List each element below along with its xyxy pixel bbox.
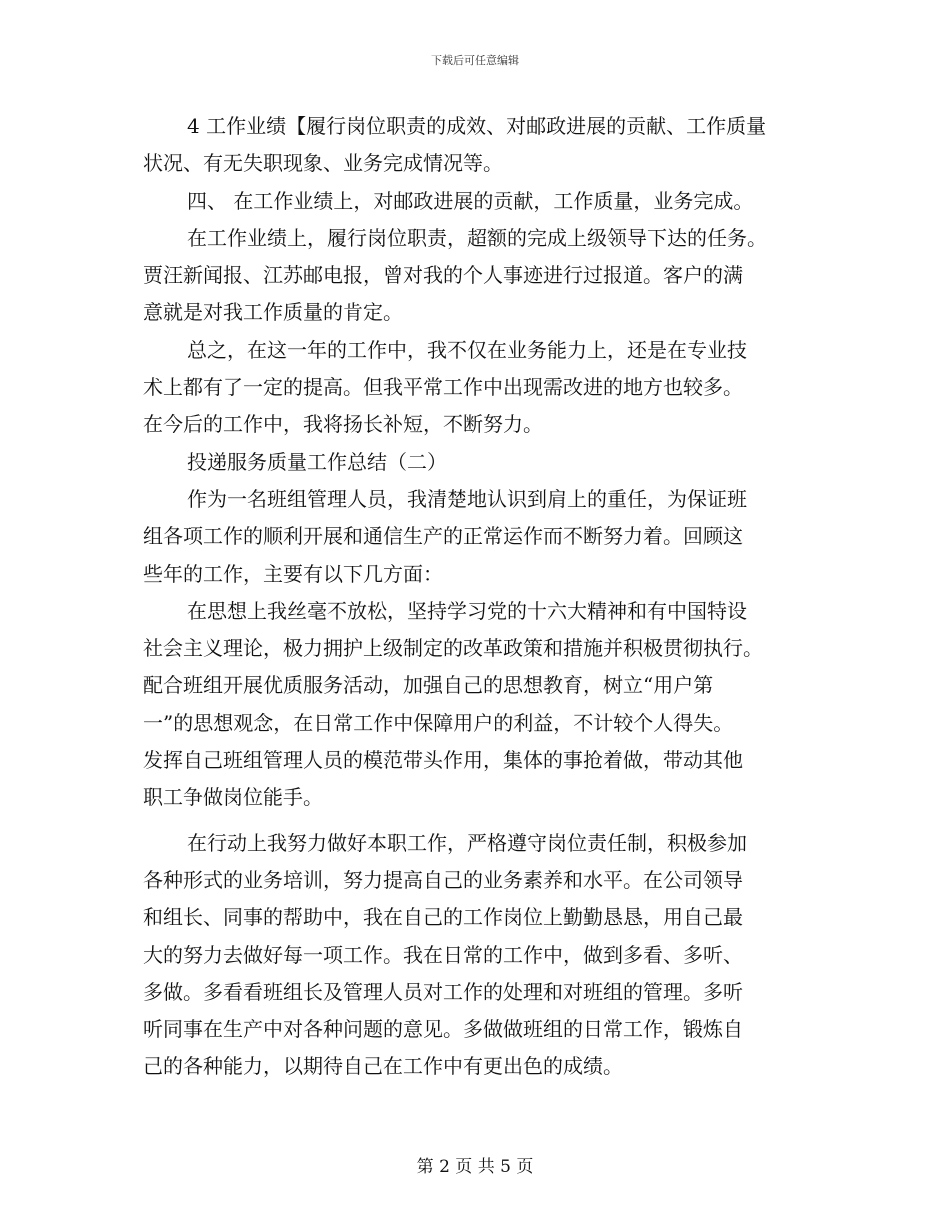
text-line: 组各项工作的顺利开展和通信生产的正常运作而不断努力着。回顾这 [143,524,743,549]
text-line: 发挥自己班组管理人员的模范带头作用，集体的事抢着做，带动其他 [143,748,743,773]
text-line: 些年的工作，主要有以下几方面： [143,561,443,586]
text-line: 职工争做岗位能手。 [143,785,323,810]
page-header: 下载后可任意编辑 [431,54,519,67]
text-line: 贾汪新闻报、江苏邮电报，曾对我的个人事迹进行过报道。客户的满 [143,263,743,288]
text-line: 社会主义理论，极力拥护上级制定的改革政策和措施并积极贯彻执行。 [143,636,763,661]
paragraph-gap [143,817,813,825]
text-line: 在行动上我努力做好本职工作，严格遵守岗位责任制，积极参加 [187,830,747,855]
text-line: 配合班组开展优质服务活动，加强自己的思想教育，树立“用户第 [143,673,714,698]
text-line: 状况、有无失职现象、业务完成情况等。 [143,151,503,176]
page-footer: 第 2 页 共 5 页 [416,1157,534,1177]
text-line: 听同事在生产中对各种问题的意见。多做做班组的日常工作，锻炼自 [143,1017,743,1042]
text-line: 一”的思想观念，在日常工作中保障用户的利益，不计较个人得失。 [143,710,734,735]
text-line: 总之，在这一年的工作中，我不仅在业务能力上，还是在专业技 [187,337,747,362]
text-line: 意就是对我工作质量的肯定。 [143,300,403,325]
text-line: 多做。多看看班组长及管理人员对工作的处理和对班组的管理。多听 [143,979,743,1004]
section-title: 投递服务质量工作总结（二） [187,449,447,474]
text-line: 大的努力去做好每一项工作。我在日常的工作中，做到多看、多听、 [143,942,743,967]
text-line: 和组长、同事的帮助中，我在自己的工作岗位上勤勤恳恳，用自己最 [143,905,743,930]
text-line: 作为一名班组管理人员，我清楚地认识到肩上的重任，为保证班 [187,486,747,511]
text-line: 在工作业绩上，履行岗位职责，超额的完成上级领导下达的任务。 [187,225,767,250]
text-line: 四、 在工作业绩上，对邮政进展的贡献，工作质量，业务完成。 [187,188,754,213]
text-line: 己的各种能力，以期待自己在工作中有更出色的成绩。 [143,1054,623,1079]
text-line: 在今后的工作中，我将扬长补短，不断努力。 [143,412,543,437]
text-line: 术上都有了一定的提高。但我平常工作中出现需改进的地方也较多。 [143,375,743,400]
text-line: 4 工作业绩【履行岗位职责的成效、对邮政进展的贡献、工作质量 [187,114,767,138]
text-line: 各种形式的业务培训，努力提高自己的业务素养和水平。在公司领导 [143,867,743,892]
text-line: 在思想上我丝毫不放松，坚持学习党的十六大精神和有中国特设 [187,598,747,623]
document-body [143,108,813,1086]
